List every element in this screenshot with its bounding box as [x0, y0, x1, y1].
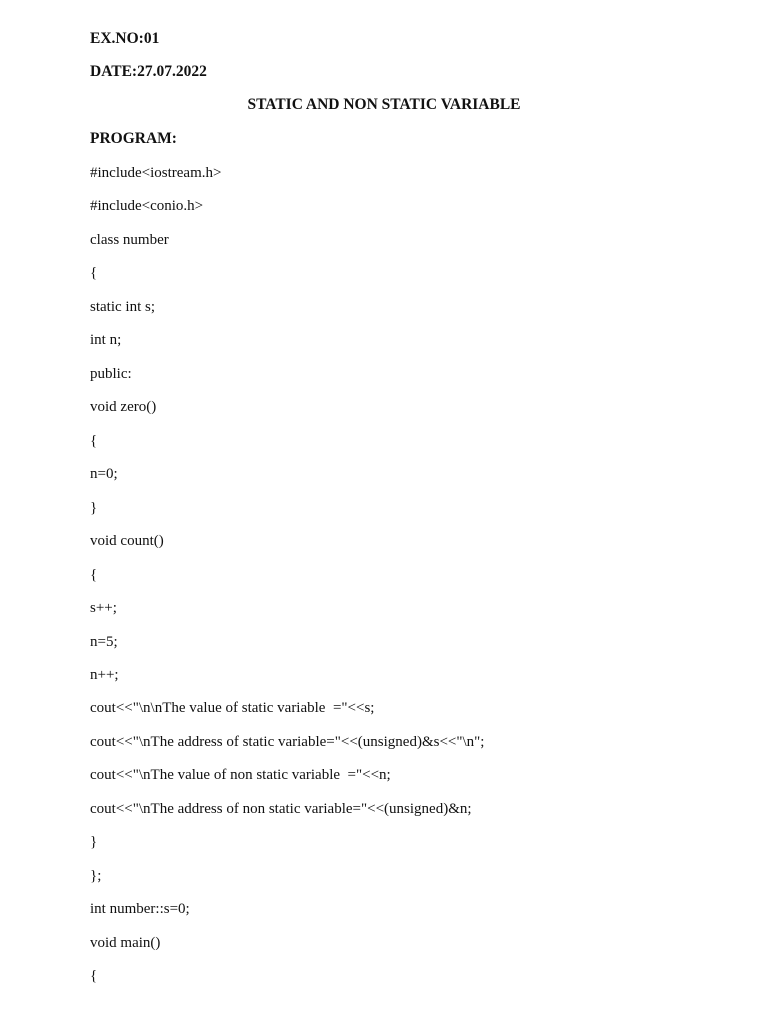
- code-line: cout<<"\nThe address of static variable="<<(unsigned)&s<<"\n";: [90, 734, 485, 750]
- code-line: int n;: [90, 332, 122, 348]
- program-label: PROGRAM:: [90, 130, 177, 147]
- code-line: void count(): [90, 533, 164, 549]
- code-line: int number::s=0;: [90, 901, 190, 917]
- exercise-date: DATE:27.07.2022: [90, 63, 207, 80]
- code-line: }: [90, 500, 98, 516]
- code-line: cout<<"\n\nThe value of static variable ="<<s;: [90, 700, 375, 716]
- document-title: STATIC AND NON STATIC VARIABLE: [247, 96, 521, 113]
- code-line: s++;: [90, 600, 117, 616]
- code-line: {: [90, 433, 98, 449]
- code-line: {: [90, 968, 98, 984]
- code-line: }: [90, 834, 98, 850]
- code-line: n++;: [90, 667, 119, 683]
- exercise-number: EX.NO:01: [90, 30, 160, 47]
- code-line: class number: [90, 232, 169, 248]
- code-line: n=0;: [90, 466, 118, 482]
- code-line: void main(): [90, 935, 161, 951]
- code-line: {: [90, 265, 98, 281]
- code-line: void zero(): [90, 399, 157, 415]
- code-line: {: [90, 567, 98, 583]
- code-line: static int s;: [90, 299, 155, 315]
- code-line: n=5;: [90, 634, 118, 650]
- code-line: cout<<"\nThe address of non static variable="<<(unsigned)&n;: [90, 801, 472, 817]
- code-line: #include<iostream.h>: [90, 165, 222, 181]
- code-line: cout<<"\nThe value of non static variable ="<<n;: [90, 767, 391, 783]
- code-line: #include<conio.h>: [90, 198, 204, 214]
- code-line: public:: [90, 366, 132, 382]
- code-line: };: [90, 868, 102, 884]
